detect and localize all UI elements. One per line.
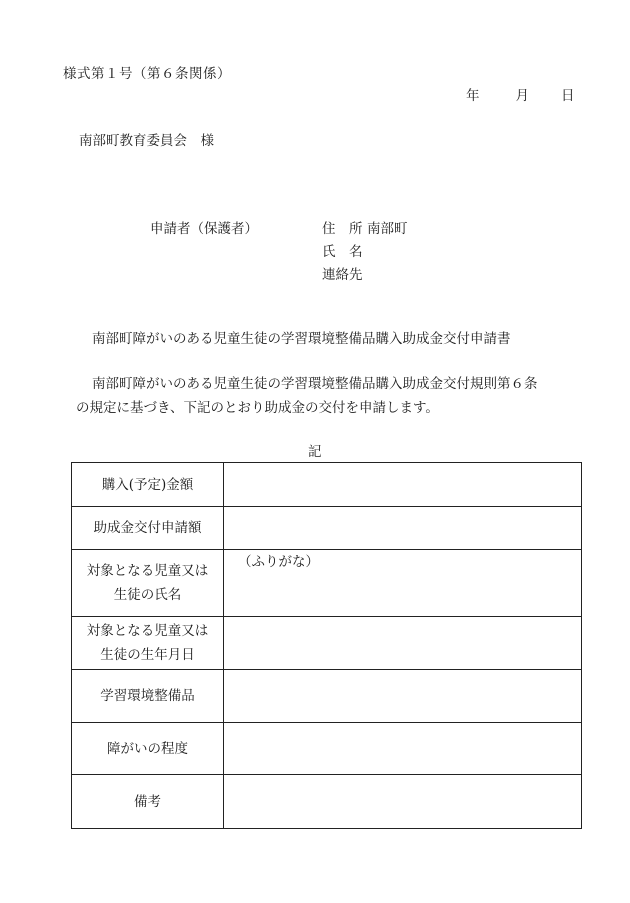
name-row bbox=[322, 246, 367, 260]
row-equipment bbox=[72, 670, 582, 723]
date-year: 年 bbox=[466, 88, 480, 104]
field-purchase-amount[interactable] bbox=[224, 463, 582, 507]
body-text-line-2: の規定に基づき、下記のとおり助成金の交付を申請します。 bbox=[76, 400, 439, 416]
row-birthdate bbox=[72, 617, 582, 670]
form-number: 様式第１号（第６条関係） bbox=[63, 66, 231, 82]
body-text-line-1: 南部町障がいのある児童生徒の学習環境整備品購入助成金交付規則第６条 bbox=[92, 376, 538, 392]
label-equipment: 学習環境整備品 bbox=[72, 670, 224, 723]
name-label: 氏 名 bbox=[322, 244, 363, 260]
field-student-name[interactable] bbox=[224, 550, 582, 617]
field-requested-amount[interactable] bbox=[224, 507, 582, 550]
row-remarks bbox=[72, 775, 582, 829]
label-requested-amount: 助成金交付申請額 bbox=[72, 507, 224, 550]
label-remarks: 備考 bbox=[72, 775, 224, 829]
row-disability-degree bbox=[72, 723, 582, 775]
applicant-label: 申請者（保護者） bbox=[150, 221, 258, 237]
field-disability-degree[interactable] bbox=[224, 723, 582, 775]
row-purchase-amount bbox=[72, 463, 582, 507]
row-requested-amount bbox=[72, 507, 582, 550]
label-birthdate: 対象となる児童又は 生徒の生年月日 bbox=[72, 617, 224, 670]
label-student-name: 対象となる児童又は 生徒の氏名 bbox=[72, 550, 224, 617]
address-row bbox=[322, 223, 408, 237]
label-purchase-amount: 購入(予定)金額 bbox=[72, 463, 224, 507]
date-day: 日 bbox=[561, 88, 575, 104]
field-equipment[interactable] bbox=[224, 670, 582, 723]
date-month: 月 bbox=[515, 88, 529, 104]
date-line bbox=[466, 90, 575, 104]
row-student-name bbox=[72, 550, 582, 617]
ki-heading: 記 bbox=[308, 444, 322, 460]
addressee: 南部町教育委員会 様 bbox=[79, 133, 214, 149]
contact-label: 連絡先 bbox=[322, 267, 363, 283]
label-disability-degree: 障がいの程度 bbox=[72, 723, 224, 775]
contact-row bbox=[322, 269, 367, 283]
furigana-hint: （ふりがな） bbox=[238, 554, 319, 570]
address-label: 住 所 bbox=[322, 221, 363, 237]
address-value: 南部町 bbox=[367, 221, 408, 237]
application-table bbox=[71, 462, 582, 829]
document-title: 南部町障がいのある児童生徒の学習環境整備品購入助成金交付申請書 bbox=[92, 331, 511, 347]
field-remarks[interactable] bbox=[224, 775, 582, 829]
field-birthdate[interactable] bbox=[224, 617, 582, 670]
